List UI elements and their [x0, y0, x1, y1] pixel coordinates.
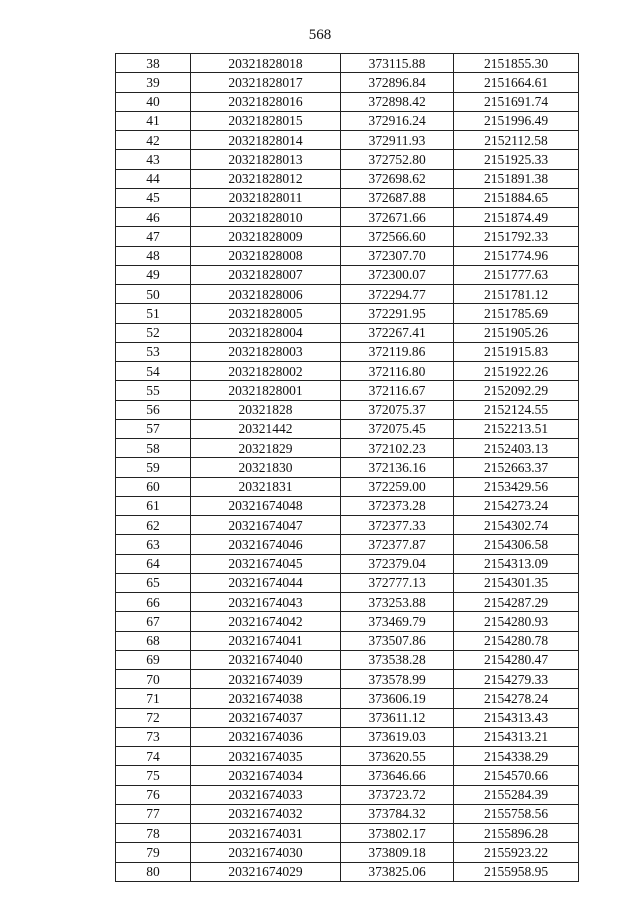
x-coordinate-cell: 372911.93: [341, 131, 454, 150]
y-coordinate-cell: 2154280.78: [454, 631, 579, 650]
y-coordinate-cell: 2151777.63: [454, 265, 579, 284]
x-coordinate-cell: 372259.00: [341, 477, 454, 496]
point-id-cell: 20321828003: [191, 342, 341, 361]
y-coordinate-cell: 2151691.74: [454, 92, 579, 111]
x-coordinate-cell: 372102.23: [341, 439, 454, 458]
row-number-cell: 59: [116, 458, 191, 477]
table-row: [116, 573, 579, 592]
row-number-cell: 52: [116, 323, 191, 342]
row-number-cell: 80: [116, 862, 191, 881]
row-number-cell: 70: [116, 670, 191, 689]
point-id-cell: 20321828010: [191, 208, 341, 227]
x-coordinate-cell: 373507.86: [341, 631, 454, 650]
row-number-cell: 50: [116, 285, 191, 304]
x-coordinate-cell: 372687.88: [341, 188, 454, 207]
point-id-cell: 20321828008: [191, 246, 341, 265]
point-id-cell: 20321674038: [191, 689, 341, 708]
point-id-cell: 20321674045: [191, 554, 341, 573]
point-id-cell: 20321674031: [191, 824, 341, 843]
table-row: [116, 650, 579, 669]
y-coordinate-cell: 2151785.69: [454, 304, 579, 323]
table-row: [116, 419, 579, 438]
table-row: [116, 477, 579, 496]
row-number-cell: 79: [116, 843, 191, 862]
row-number-cell: 38: [116, 54, 191, 73]
y-coordinate-cell: 2152124.55: [454, 400, 579, 419]
x-coordinate-cell: 373825.06: [341, 862, 454, 881]
y-coordinate-cell: 2154306.58: [454, 535, 579, 554]
coordinates-table-body: [116, 54, 579, 882]
x-coordinate-cell: 373253.88: [341, 593, 454, 612]
y-coordinate-cell: 2154280.47: [454, 650, 579, 669]
y-coordinate-cell: 2154280.93: [454, 612, 579, 631]
point-id-cell: 20321828004: [191, 323, 341, 342]
y-coordinate-cell: 2154287.29: [454, 593, 579, 612]
table-row: [116, 593, 579, 612]
row-number-cell: 74: [116, 747, 191, 766]
y-coordinate-cell: 2151925.33: [454, 150, 579, 169]
y-coordinate-cell: 2151922.26: [454, 362, 579, 381]
row-number-cell: 77: [116, 804, 191, 823]
x-coordinate-cell: 373611.12: [341, 708, 454, 727]
table-row: [116, 862, 579, 881]
row-number-cell: 78: [116, 824, 191, 843]
table-row: [116, 670, 579, 689]
y-coordinate-cell: 2151915.83: [454, 342, 579, 361]
row-number-cell: 44: [116, 169, 191, 188]
table-row: [116, 362, 579, 381]
row-number-cell: 67: [116, 612, 191, 631]
point-id-cell: 20321828006: [191, 285, 341, 304]
y-coordinate-cell: 2154273.24: [454, 496, 579, 515]
table-row: [116, 843, 579, 862]
x-coordinate-cell: 373809.18: [341, 843, 454, 862]
x-coordinate-cell: 372300.07: [341, 265, 454, 284]
x-coordinate-cell: 373469.79: [341, 612, 454, 631]
y-coordinate-cell: 2151781.12: [454, 285, 579, 304]
table-row: [116, 54, 579, 73]
y-coordinate-cell: 2155896.28: [454, 824, 579, 843]
y-coordinate-cell: 2154338.29: [454, 747, 579, 766]
point-id-cell: 20321828015: [191, 111, 341, 130]
row-number-cell: 71: [116, 689, 191, 708]
x-coordinate-cell: 372898.42: [341, 92, 454, 111]
point-id-cell: 20321828016: [191, 92, 341, 111]
table-row: [116, 111, 579, 130]
table-row: [116, 381, 579, 400]
point-id-cell: 20321828018: [191, 54, 341, 73]
row-number-cell: 53: [116, 342, 191, 361]
point-id-cell: 20321674047: [191, 516, 341, 535]
y-coordinate-cell: 2151874.49: [454, 208, 579, 227]
row-number-cell: 40: [116, 92, 191, 111]
y-coordinate-cell: 2154313.21: [454, 727, 579, 746]
x-coordinate-cell: 372379.04: [341, 554, 454, 573]
row-number-cell: 54: [116, 362, 191, 381]
point-id-cell: 20321674030: [191, 843, 341, 862]
y-coordinate-cell: 2151884.65: [454, 188, 579, 207]
x-coordinate-cell: 373620.55: [341, 747, 454, 766]
row-number-cell: 56: [116, 400, 191, 419]
x-coordinate-cell: 373578.99: [341, 670, 454, 689]
row-number-cell: 43: [116, 150, 191, 169]
table-row: [116, 169, 579, 188]
x-coordinate-cell: 372377.33: [341, 516, 454, 535]
row-number-cell: 45: [116, 188, 191, 207]
row-number-cell: 64: [116, 554, 191, 573]
coordinates-table: [115, 53, 579, 882]
y-coordinate-cell: 2152213.51: [454, 419, 579, 438]
y-coordinate-cell: 2154302.74: [454, 516, 579, 535]
table-row: [116, 458, 579, 477]
table-row: [116, 246, 579, 265]
row-number-cell: 47: [116, 227, 191, 246]
table-row: [116, 73, 579, 92]
point-id-cell: 20321828017: [191, 73, 341, 92]
point-id-cell: 20321674048: [191, 496, 341, 515]
y-coordinate-cell: 2155758.56: [454, 804, 579, 823]
point-id-cell: 20321674046: [191, 535, 341, 554]
point-id-cell: 20321828009: [191, 227, 341, 246]
y-coordinate-cell: 2151664.61: [454, 73, 579, 92]
row-number-cell: 76: [116, 785, 191, 804]
x-coordinate-cell: 372291.95: [341, 304, 454, 323]
point-id-cell: 20321831: [191, 477, 341, 496]
point-id-cell: 20321828005: [191, 304, 341, 323]
row-number-cell: 39: [116, 73, 191, 92]
x-coordinate-cell: 372136.16: [341, 458, 454, 477]
x-coordinate-cell: 372698.62: [341, 169, 454, 188]
point-id-cell: 20321674032: [191, 804, 341, 823]
row-number-cell: 75: [116, 766, 191, 785]
x-coordinate-cell: 373784.32: [341, 804, 454, 823]
row-number-cell: 66: [116, 593, 191, 612]
point-id-cell: 20321828012: [191, 169, 341, 188]
table-row: [116, 265, 579, 284]
x-coordinate-cell: 372075.45: [341, 419, 454, 438]
x-coordinate-cell: 372307.70: [341, 246, 454, 265]
x-coordinate-cell: 372075.37: [341, 400, 454, 419]
x-coordinate-cell: 373538.28: [341, 650, 454, 669]
x-coordinate-cell: 372116.67: [341, 381, 454, 400]
row-number-cell: 61: [116, 496, 191, 515]
point-id-cell: 20321828001: [191, 381, 341, 400]
table-row: [116, 804, 579, 823]
y-coordinate-cell: 2155284.39: [454, 785, 579, 804]
point-id-cell: 20321828: [191, 400, 341, 419]
point-id-cell: 20321674040: [191, 650, 341, 669]
y-coordinate-cell: 2155958.95: [454, 862, 579, 881]
point-id-cell: 20321828013: [191, 150, 341, 169]
y-coordinate-cell: 2151905.26: [454, 323, 579, 342]
table-row: [116, 285, 579, 304]
row-number-cell: 46: [116, 208, 191, 227]
row-number-cell: 41: [116, 111, 191, 130]
y-coordinate-cell: 2151855.30: [454, 54, 579, 73]
y-coordinate-cell: 2151891.38: [454, 169, 579, 188]
x-coordinate-cell: 373646.66: [341, 766, 454, 785]
table-row: [116, 535, 579, 554]
point-id-cell: 20321674042: [191, 612, 341, 631]
row-number-cell: 58: [116, 439, 191, 458]
point-id-cell: 20321828014: [191, 131, 341, 150]
point-id-cell: 20321828007: [191, 265, 341, 284]
x-coordinate-cell: 373606.19: [341, 689, 454, 708]
row-number-cell: 72: [116, 708, 191, 727]
row-number-cell: 65: [116, 573, 191, 592]
x-coordinate-cell: 372896.84: [341, 73, 454, 92]
y-coordinate-cell: 2154313.09: [454, 554, 579, 573]
point-id-cell: 20321674044: [191, 573, 341, 592]
table-row: [116, 747, 579, 766]
x-coordinate-cell: 373619.03: [341, 727, 454, 746]
row-number-cell: 63: [116, 535, 191, 554]
x-coordinate-cell: 372671.66: [341, 208, 454, 227]
table-row: [116, 150, 579, 169]
point-id-cell: 20321829: [191, 439, 341, 458]
row-number-cell: 48: [116, 246, 191, 265]
y-coordinate-cell: 2154313.43: [454, 708, 579, 727]
y-coordinate-cell: 2152663.37: [454, 458, 579, 477]
x-coordinate-cell: 373723.72: [341, 785, 454, 804]
point-id-cell: 20321674036: [191, 727, 341, 746]
row-number-cell: 42: [116, 131, 191, 150]
table-row: [116, 824, 579, 843]
point-id-cell: 20321674035: [191, 747, 341, 766]
y-coordinate-cell: 2154301.35: [454, 573, 579, 592]
row-number-cell: 57: [116, 419, 191, 438]
table-row: [116, 785, 579, 804]
row-number-cell: 68: [116, 631, 191, 650]
x-coordinate-cell: 372116.80: [341, 362, 454, 381]
y-coordinate-cell: 2154570.66: [454, 766, 579, 785]
table-row: [116, 342, 579, 361]
row-number-cell: 55: [116, 381, 191, 400]
point-id-cell: 20321674033: [191, 785, 341, 804]
table-row: [116, 439, 579, 458]
table-row: [116, 554, 579, 573]
x-coordinate-cell: 372119.86: [341, 342, 454, 361]
x-coordinate-cell: 372916.24: [341, 111, 454, 130]
point-id-cell: 20321674043: [191, 593, 341, 612]
y-coordinate-cell: 2155923.22: [454, 843, 579, 862]
point-id-cell: 20321442: [191, 419, 341, 438]
point-id-cell: 20321674029: [191, 862, 341, 881]
table-row: [116, 304, 579, 323]
x-coordinate-cell: 372377.87: [341, 535, 454, 554]
y-coordinate-cell: 2154279.33: [454, 670, 579, 689]
y-coordinate-cell: 2151792.33: [454, 227, 579, 246]
y-coordinate-cell: 2153429.56: [454, 477, 579, 496]
x-coordinate-cell: 372373.28: [341, 496, 454, 515]
y-coordinate-cell: 2151996.49: [454, 111, 579, 130]
y-coordinate-cell: 2152092.29: [454, 381, 579, 400]
row-number-cell: 73: [116, 727, 191, 746]
point-id-cell: 20321674034: [191, 766, 341, 785]
x-coordinate-cell: 373115.88: [341, 54, 454, 73]
table-row: [116, 400, 579, 419]
table-row: [116, 188, 579, 207]
x-coordinate-cell: 372267.41: [341, 323, 454, 342]
table-row: [116, 631, 579, 650]
row-number-cell: 49: [116, 265, 191, 284]
point-id-cell: 20321830: [191, 458, 341, 477]
y-coordinate-cell: 2152403.13: [454, 439, 579, 458]
y-coordinate-cell: 2152112.58: [454, 131, 579, 150]
x-coordinate-cell: 372566.60: [341, 227, 454, 246]
table-row: [116, 131, 579, 150]
point-id-cell: 20321828002: [191, 362, 341, 381]
table-row: [116, 766, 579, 785]
x-coordinate-cell: 373802.17: [341, 824, 454, 843]
x-coordinate-cell: 372777.13: [341, 573, 454, 592]
table-row: [116, 227, 579, 246]
row-number-cell: 60: [116, 477, 191, 496]
table-row: [116, 727, 579, 746]
table-row: [116, 208, 579, 227]
table-row: [116, 92, 579, 111]
point-id-cell: 20321674041: [191, 631, 341, 650]
x-coordinate-cell: 372294.77: [341, 285, 454, 304]
point-id-cell: 20321828011: [191, 188, 341, 207]
table-row: [116, 612, 579, 631]
table-row: [116, 689, 579, 708]
y-coordinate-cell: 2151774.96: [454, 246, 579, 265]
row-number-cell: 69: [116, 650, 191, 669]
table-row: [116, 708, 579, 727]
page-number: 568: [308, 27, 332, 43]
row-number-cell: 62: [116, 516, 191, 535]
y-coordinate-cell: 2154278.24: [454, 689, 579, 708]
point-id-cell: 20321674039: [191, 670, 341, 689]
point-id-cell: 20321674037: [191, 708, 341, 727]
table-row: [116, 496, 579, 515]
table-row: [116, 516, 579, 535]
x-coordinate-cell: 372752.80: [341, 150, 454, 169]
row-number-cell: 51: [116, 304, 191, 323]
table-row: [116, 323, 579, 342]
